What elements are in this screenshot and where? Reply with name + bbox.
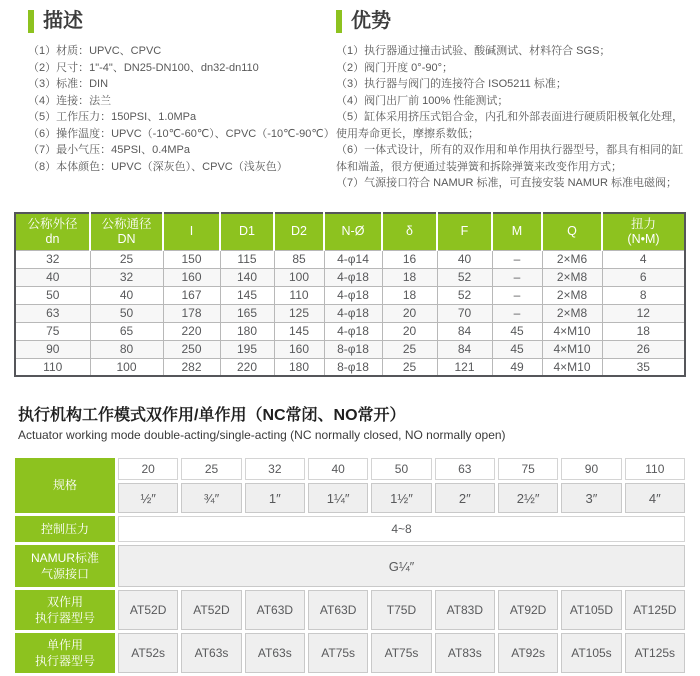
list-item: （5）缸体采用挤压式铝合金，内孔和外部表面进行硬质阳极氧化处理，使用寿命更长，摩擦系数低； xyxy=(336,111,684,140)
table-cell: 90 xyxy=(15,340,90,358)
table-cell: 6 xyxy=(602,268,685,286)
table-cell: 4×M10 xyxy=(542,358,602,376)
column-header xyxy=(274,213,324,251)
column-header-line: I xyxy=(189,224,194,238)
table-cell: 25 xyxy=(382,358,437,376)
table-cell: 250 xyxy=(163,340,220,358)
namur-label-line2: 气源接口 xyxy=(40,567,89,581)
table-cell: 85 xyxy=(274,250,324,268)
single-acting-model-cell: AT75s xyxy=(308,633,368,673)
table-row xyxy=(15,304,685,322)
list-item: （7）最小气压：45PSI、0.4MPa xyxy=(28,144,190,156)
table-cell: – xyxy=(492,304,542,322)
table-cell: 20 xyxy=(382,304,437,322)
list-item: （8）本体颜色：UPVC（深灰色）、CPVC（浅灰色） xyxy=(28,160,288,173)
list-item: （5）工作压力：150PSI、1.0MPa xyxy=(28,111,197,123)
list-item: （3）执行器与阀门的连接符合 ISO5211 标准； xyxy=(336,78,567,90)
table-cell: 80 xyxy=(90,340,163,358)
table-cell: – xyxy=(492,268,542,286)
column-header xyxy=(220,213,274,251)
double-acting-model-cell: T75D xyxy=(371,590,431,630)
control-pressure-row xyxy=(15,516,685,542)
single-acting-model-cell: AT63s xyxy=(181,633,241,673)
table-cell: 100 xyxy=(274,268,324,286)
size-dn-cell: 110 xyxy=(625,458,685,480)
actuator-table xyxy=(12,455,688,676)
table-cell: 40 xyxy=(90,286,163,304)
column-header-line: δ xyxy=(406,224,413,238)
single-acting-model-cell: AT63s xyxy=(245,633,305,673)
table-cell: 160 xyxy=(274,340,324,358)
single-acting-model-cell: AT83s xyxy=(435,633,495,673)
list-item: （3）标准：DIN xyxy=(28,78,109,90)
table-cell: 84 xyxy=(437,340,492,358)
table-cell: 2×M8 xyxy=(542,268,602,286)
double-label-line2: 执行器型号 xyxy=(34,611,95,625)
table-cell: 26 xyxy=(602,340,685,358)
list-item: （7）气源接口符合 NAMUR 标准，可直接安装 NAMUR 标准电磁阀； xyxy=(336,177,678,189)
size-dn-cell: 25 xyxy=(181,458,241,480)
double-acting-model-cell: AT92D xyxy=(498,590,558,630)
table-cell: 25 xyxy=(90,250,163,268)
size-inch-cell: ½″ xyxy=(118,483,178,513)
single-acting-model-cell: AT125s xyxy=(625,633,685,673)
description-section xyxy=(28,10,334,192)
table-cell: 4-φ18 xyxy=(324,304,382,322)
table-cell: 2×M6 xyxy=(542,250,602,268)
table-cell: 4×M10 xyxy=(542,340,602,358)
table-cell: 18 xyxy=(602,322,685,340)
actuator-title-en: Actuator working mode double-acting/single-acting (NC normally closed, NO normally open) xyxy=(18,428,506,442)
column-header xyxy=(602,213,685,251)
double-acting-model-cell: AT83D xyxy=(435,590,495,630)
table-row xyxy=(15,268,685,286)
top-section xyxy=(0,0,700,192)
table-cell: 45 xyxy=(492,340,542,358)
column-header-line: (N•M) xyxy=(627,231,660,246)
size-inch-cell: 1″ xyxy=(245,483,305,513)
advantages-title: 优势 xyxy=(336,10,694,33)
column-header xyxy=(382,213,437,251)
table-cell: 75 xyxy=(15,322,90,340)
list-item: （1）材质：UPVC、CPVC xyxy=(28,45,162,57)
size-inch-cell: 3″ xyxy=(561,483,621,513)
table-cell: 25 xyxy=(382,340,437,358)
single-label-line2: 执行器型号 xyxy=(34,654,95,668)
actuator-section-heading xyxy=(18,402,700,442)
advantages-section xyxy=(336,10,694,192)
table-cell: 18 xyxy=(382,268,437,286)
row-header-namur xyxy=(15,545,115,587)
size-dn-cell: 90 xyxy=(561,458,621,480)
single-label-line1: 单作用 xyxy=(46,637,83,652)
table-cell: 50 xyxy=(15,286,90,304)
table-row xyxy=(15,286,685,304)
double-acting-model-cell: AT52D xyxy=(181,590,241,630)
table-cell: 32 xyxy=(90,268,163,286)
size-dn-row xyxy=(15,458,685,480)
table-cell: 35 xyxy=(602,358,685,376)
table-cell: 52 xyxy=(437,286,492,304)
description-list xyxy=(28,43,334,175)
list-item: （1）执行器通过撞击试验、酸碱测试、材料符合 SGS； xyxy=(336,45,611,57)
table-cell: 4-φ18 xyxy=(324,322,382,340)
list-item: （4）连接：法兰 xyxy=(28,94,112,107)
size-inch-cell: 2½″ xyxy=(498,483,558,513)
table-cell: 220 xyxy=(220,358,274,376)
table-cell: 121 xyxy=(437,358,492,376)
actuator-title-zh: 执行机构工作模式双作用/单作用（NC常闭、NO常开） xyxy=(18,407,406,424)
list-item: （6）操作温度：UPVC（-10℃-60℃）、CPVC（-10℃-90℃） xyxy=(28,127,335,140)
table-cell: – xyxy=(492,286,542,304)
double-acting-model-cell: AT63D xyxy=(308,590,368,630)
table-cell: 110 xyxy=(274,286,324,304)
table-cell: 2×M8 xyxy=(542,286,602,304)
column-header-line: D1 xyxy=(239,224,255,238)
table-cell: 63 xyxy=(15,304,90,322)
list-item: （2）阀门开度 0°-90°； xyxy=(336,61,453,74)
double-acting-row xyxy=(15,590,685,630)
column-header-line: 扭力 xyxy=(630,216,656,231)
table-cell: 4-φ18 xyxy=(324,268,382,286)
table-cell: 4-φ18 xyxy=(324,286,382,304)
size-dn-cell: 20 xyxy=(118,458,178,480)
size-inch-cell: 2″ xyxy=(435,483,495,513)
column-header xyxy=(15,213,90,251)
table-cell: 125 xyxy=(274,304,324,322)
table-cell: 195 xyxy=(220,340,274,358)
namur-row xyxy=(15,545,685,587)
control-pressure-value: 4~8 xyxy=(118,516,685,542)
table-cell: 165 xyxy=(220,304,274,322)
double-acting-model-cell: AT52D xyxy=(118,590,178,630)
column-header xyxy=(324,213,382,251)
column-header-line: Q xyxy=(567,224,577,238)
table-cell: 100 xyxy=(90,358,163,376)
table-cell: 32 xyxy=(15,250,90,268)
table-cell: 84 xyxy=(437,322,492,340)
column-header-line: dn xyxy=(45,231,60,246)
table-cell: 2×M8 xyxy=(542,304,602,322)
single-acting-model-cell: AT92s xyxy=(498,633,558,673)
table-cell: 65 xyxy=(90,322,163,340)
table-cell: 180 xyxy=(274,358,324,376)
list-item: （6）一体式设计，所有的双作用和单作用执行器型号，都具有相同的缸体和端盖，很方便通过装弹簧和拆除弹簧来改变作用方式； xyxy=(336,144,684,173)
single-acting-model-cell: AT52s xyxy=(118,633,178,673)
column-header-line: D2 xyxy=(291,224,307,238)
table-row xyxy=(15,322,685,340)
namur-value: G¼″ xyxy=(118,545,685,587)
column-header xyxy=(163,213,220,251)
size-dn-cell: 50 xyxy=(371,458,431,480)
table-cell: 150 xyxy=(163,250,220,268)
row-header-double-acting xyxy=(15,590,115,630)
table-cell: 220 xyxy=(163,322,220,340)
single-acting-model-cell: AT75s xyxy=(371,633,431,673)
table-cell: 8-φ18 xyxy=(324,340,382,358)
table-cell: 20 xyxy=(382,322,437,340)
column-header-line: DN xyxy=(117,231,136,246)
table-cell: 115 xyxy=(220,250,274,268)
double-acting-model-cell: AT125D xyxy=(625,590,685,630)
column-header xyxy=(492,213,542,251)
table-cell: 145 xyxy=(274,322,324,340)
column-header-line: N-Ø xyxy=(341,224,365,238)
table-cell: 8-φ18 xyxy=(324,358,382,376)
list-item: （4）阀门出厂前 100% 性能测试； xyxy=(336,94,509,107)
table-row xyxy=(15,358,685,376)
row-header-single-acting xyxy=(15,633,115,673)
table-cell: 140 xyxy=(220,268,274,286)
table-cell: 167 xyxy=(163,286,220,304)
double-acting-model-cell: AT105D xyxy=(561,590,621,630)
size-dn-cell: 75 xyxy=(498,458,558,480)
table-cell: 4-φ14 xyxy=(324,250,382,268)
table-cell: 45 xyxy=(492,322,542,340)
column-header xyxy=(90,213,163,251)
row-header-spec: 规格 xyxy=(15,458,115,513)
size-inch-cell: 1½″ xyxy=(371,483,431,513)
size-inch-cell: 4″ xyxy=(625,483,685,513)
description-title: 描述 xyxy=(28,10,334,33)
table-cell: 110 xyxy=(15,358,90,376)
table-cell: 8 xyxy=(602,286,685,304)
table-cell: 52 xyxy=(437,268,492,286)
table-cell: 16 xyxy=(382,250,437,268)
column-header xyxy=(542,213,602,251)
size-dn-cell: 32 xyxy=(245,458,305,480)
table-row xyxy=(15,250,685,268)
namur-label-line1: NAMUR标准 xyxy=(31,550,99,565)
table-cell: 18 xyxy=(382,286,437,304)
size-dn-cell: 40 xyxy=(308,458,368,480)
table-cell: 180 xyxy=(220,322,274,340)
size-inch-cell: 1¼″ xyxy=(308,483,368,513)
table-cell: 40 xyxy=(437,250,492,268)
table-cell: – xyxy=(492,250,542,268)
size-inch-cell: ¾″ xyxy=(181,483,241,513)
row-header-control-pressure: 控制压力 xyxy=(15,516,115,542)
column-header-line: F xyxy=(460,224,469,238)
column-header-line: 公称通径 xyxy=(101,216,152,231)
size-dn-cell: 63 xyxy=(435,458,495,480)
table-cell: 4×M10 xyxy=(542,322,602,340)
column-header xyxy=(437,213,492,251)
dimensions-table xyxy=(14,212,686,378)
single-acting-row xyxy=(15,633,685,673)
single-acting-model-cell: AT105s xyxy=(561,633,621,673)
table-cell: 145 xyxy=(220,286,274,304)
column-header-line: M xyxy=(511,224,523,238)
table-cell: 178 xyxy=(163,304,220,322)
table-cell: 49 xyxy=(492,358,542,376)
table-cell: 50 xyxy=(90,304,163,322)
table-cell: 282 xyxy=(163,358,220,376)
double-acting-model-cell: AT63D xyxy=(245,590,305,630)
table-cell: 4 xyxy=(602,250,685,268)
dimensions-table-header-row xyxy=(15,213,685,251)
list-item: （2）尺寸：1"-4"、DN25-DN100、dn32-dn110 xyxy=(28,61,259,74)
table-row xyxy=(15,340,685,358)
table-cell: 160 xyxy=(163,268,220,286)
table-cell: 70 xyxy=(437,304,492,322)
double-label-line1: 双作用 xyxy=(46,594,83,609)
table-cell: 12 xyxy=(602,304,685,322)
size-inch-row xyxy=(15,483,685,513)
table-cell: 40 xyxy=(15,268,90,286)
column-header-line: 公称外径 xyxy=(27,216,78,231)
advantages-list xyxy=(336,43,694,192)
